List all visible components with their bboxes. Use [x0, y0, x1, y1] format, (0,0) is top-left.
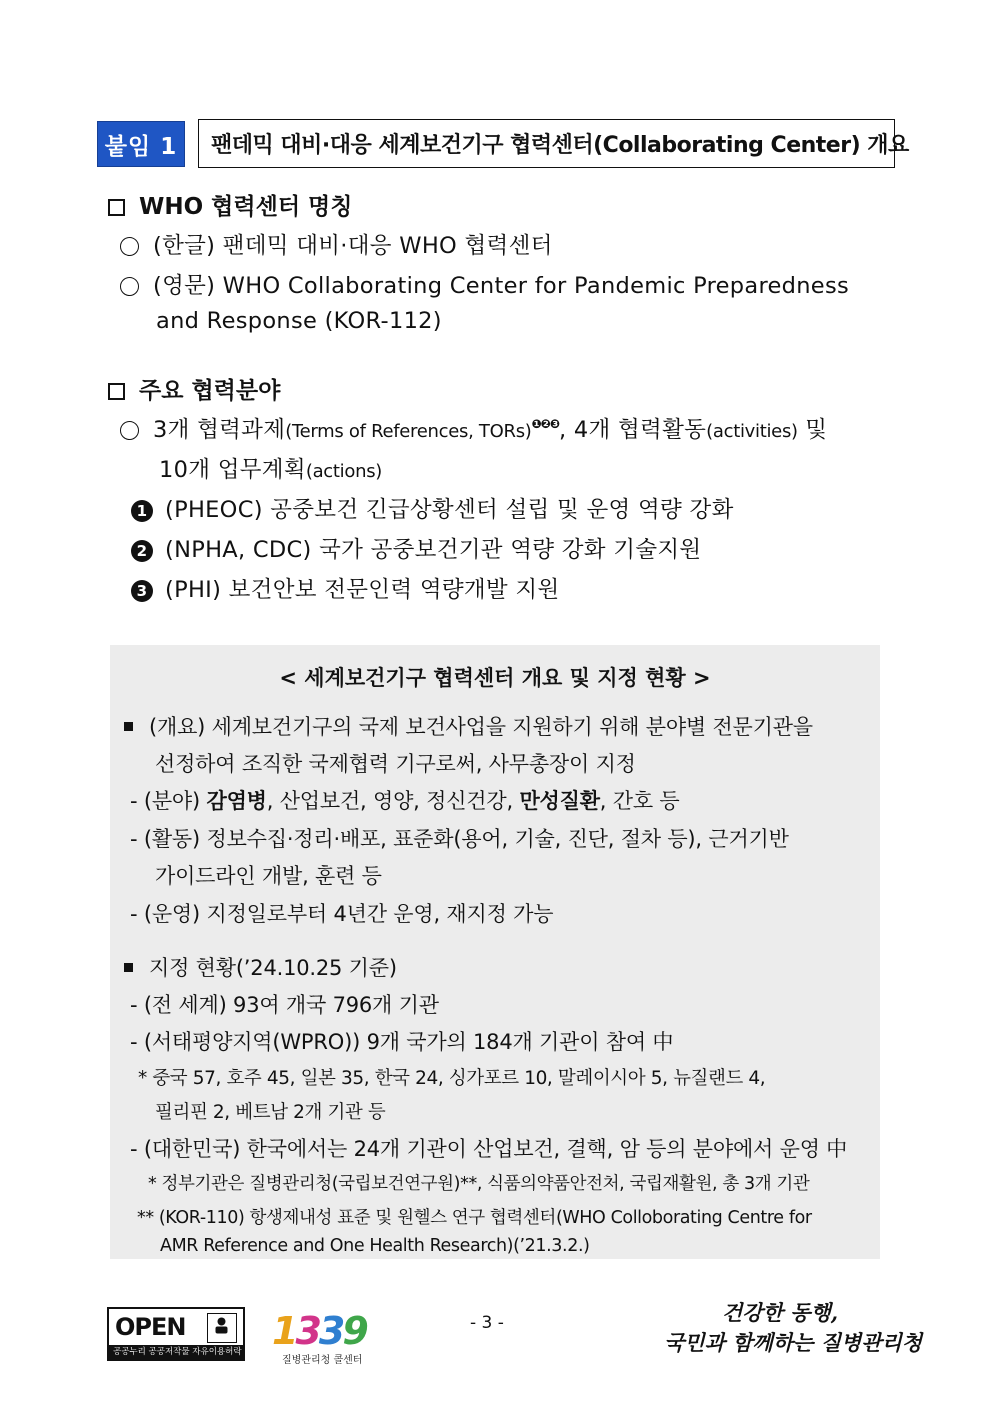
name-korean: (한글) 팬데믹 대비·대응 WHO 협력센터: [120, 228, 553, 260]
tor-item-1: 1 (PHEOC) 공중보건 긴급상황센터 설립 및 운영 역량 강화: [131, 492, 734, 524]
attachment-tag: 붙임 1: [97, 121, 185, 167]
page-number: - 3 -: [470, 1313, 504, 1333]
square-bullet-icon: [124, 963, 133, 972]
status-korea-note-3: AMR Reference and One Health Research)(’21.3.2.): [160, 1236, 590, 1256]
areas-line-1: 3개 협력과제(Terms of References, TORs)$^{❶❷❸}$, 4개 협력활동(activities) 및: [120, 412, 827, 444]
person-icon: [207, 1313, 237, 1343]
open-license-logo: OPEN 공공누리 공공저작물 자유이용허락: [107, 1307, 245, 1361]
checkbox-square-icon: [108, 383, 125, 400]
overview-activities: - (활동) 정보수집·정리·배포, 표준화(용어, 기술, 진단, 절차 등), 근거기반: [130, 827, 789, 851]
status-korea-note-2: ** (KOR-110) 항생제내성 표준 및 원헬스 연구 협력센터(WHO Colloborating Centre for: [137, 1208, 812, 1228]
number-3-icon: 3: [131, 580, 153, 602]
circle-bullet-icon: [120, 237, 139, 256]
overview-outline: (개요) 세계보건기구의 국제 보건사업을 지원하기 위해 분야별 전문기관을: [124, 711, 813, 741]
overview-outline-cont: 선정하여 조직한 국제협력 기구로써, 사무총장이 지정: [155, 752, 636, 776]
circle-bullet-icon: [120, 277, 139, 296]
status-korea: - (대한민국) 한국에서는 24개 기관이 산업보건, 결핵, 암 등의 분야에서 운영 中: [130, 1137, 848, 1161]
areas-line-2: 10개 업무계획(actions): [159, 457, 382, 483]
circle-bullet-icon: [120, 421, 139, 440]
overview-operation: - (운영) 지정일로부터 4년간 운영, 재지정 가능: [130, 902, 554, 926]
overview-title: < 세계보건기구 협력센터 개요 및 지정 현황 >: [279, 666, 711, 690]
status-korea-note: * 정부기관은 질병관리청(국립보건연구원)**, 식품의약품안전처, 국립재활원, 총 3개 기관: [148, 1174, 810, 1194]
section-heading-areas: 주요 협력분야: [108, 372, 280, 405]
status-wpro: - (서태평양지역(WPRO)) 9개 국가의 184개 기관이 참여 中: [130, 1030, 674, 1054]
section-heading-name: WHO 협력센터 명칭: [108, 188, 353, 221]
status-world: - (전 세계) 93여 개국 796개 기관: [130, 993, 439, 1017]
document-title: 팬데믹 대비·대응 세계보건기구 협력센터(Collaborating Center) 개요: [198, 119, 895, 168]
name-english: (영문) WHO Collaborating Center for Pandemic Preparedness: [120, 268, 849, 300]
name-english-cont: and Response (KOR-112): [156, 308, 442, 334]
callcenter-caption: 질병관리청 콜센터: [282, 1355, 363, 1366]
checkbox-square-icon: [108, 199, 125, 216]
tor-item-2: 2 (NPHA, CDC) 국가 공중보건기관 역량 강화 기술지원: [131, 532, 701, 564]
number-2-icon: 2: [131, 540, 153, 562]
callcenter-logo: 1339: [272, 1309, 366, 1353]
overview-activities-cont: 가이드라인 개발, 훈련 등: [155, 864, 382, 888]
tor-item-3: 3 (PHI) 보건안보 전문인력 역량개발 지원: [131, 572, 559, 604]
square-bullet-icon: [124, 722, 133, 731]
number-1-icon: 1: [131, 500, 153, 522]
status-wpro-note-cont: 필리핀 2, 베트남 2개 기관 등: [155, 1102, 386, 1123]
status-wpro-note: * 중국 57, 호주 45, 일본 35, 한국 24, 싱가포르 10, 말레이시아 5, 뉴질랜드 4,: [138, 1068, 766, 1089]
slogan-line-1: 건강한 동행,: [722, 1300, 839, 1325]
status-heading: 지정 현황(’24.10.25 기준): [124, 952, 397, 982]
slogan-line-2: 국민과 함께하는 질병관리청: [664, 1330, 923, 1355]
overview-fields: - (분야) 감염병, 산업보건, 영양, 정신건강, 만성질환, 간호 등: [130, 789, 680, 813]
